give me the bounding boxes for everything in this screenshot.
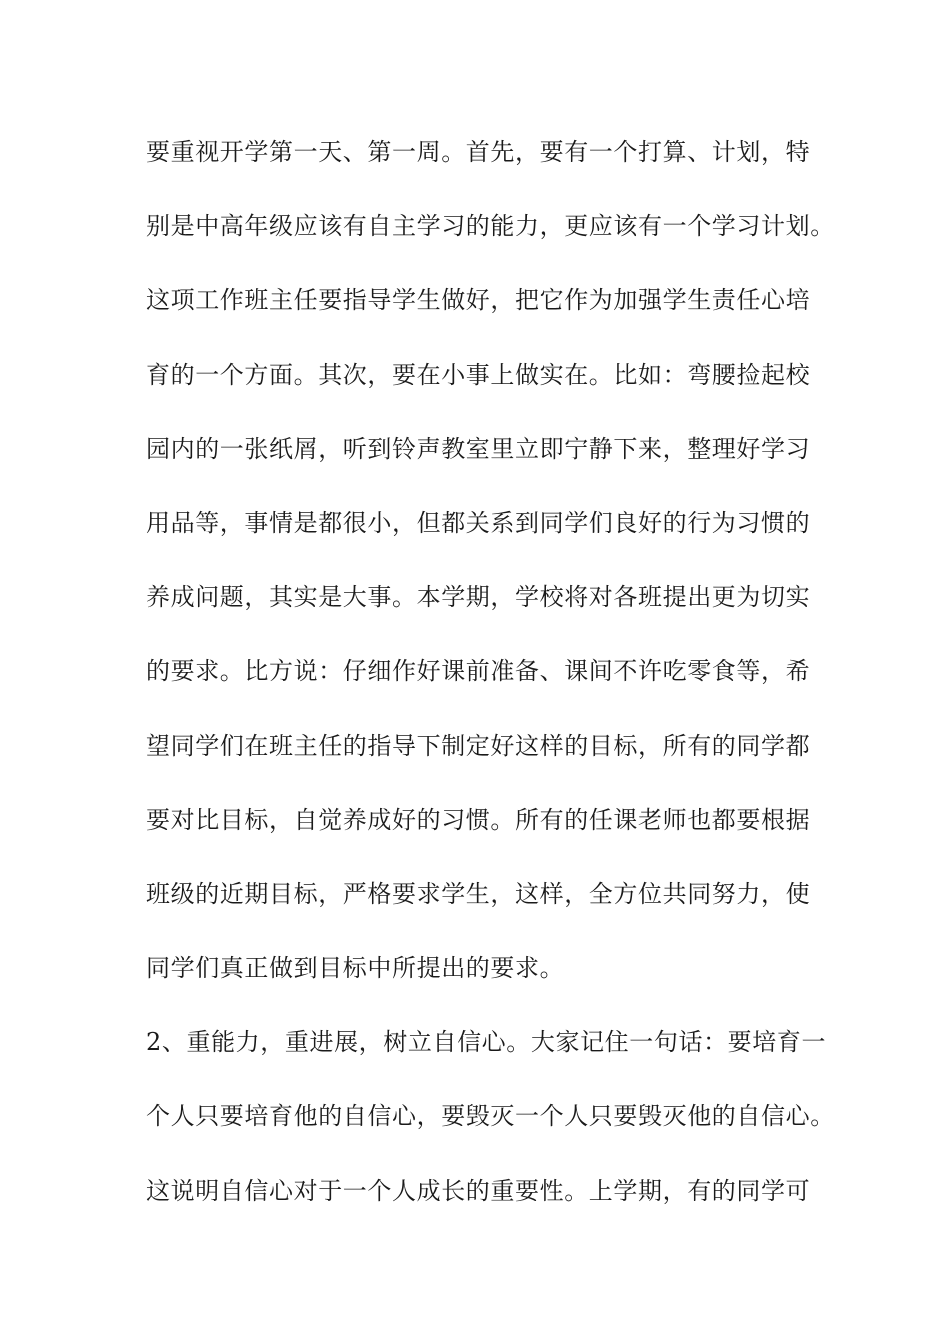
text-line: 的要求。比方说：仔细作好课前准备、课间不许吃零食等，希 [146, 657, 811, 686]
text-line: 园内的一张纸屑，听到铃声教室里立即宁静下来，整理好学习 [146, 434, 811, 463]
body-text [146, 132, 835, 1245]
text-line: 望同学们在班主任的指导下制定好这样的目标，所有的同学都 [146, 731, 811, 760]
text-line: 2、重能力，重进展，树立自信心。大家记住一句话：要培育一 [146, 1028, 827, 1057]
text-line: 要重视开学第一天、第一周。首先，要有一个打算、计划，特 [146, 138, 811, 166]
text-line: 个人只要培育他的自信心，要毁灭一个人只要毁灭他的自信心。 [146, 1102, 835, 1131]
text-line: 用品等，事情是都很小，但都关系到同学们良好的行为习惯的 [146, 508, 811, 537]
text-line: 班级的近期目标，严格要求学生，这样，全方位共同努力，使 [146, 879, 811, 908]
text-line: 要对比目标，自觉养成好的习惯。所有的任课老师也都要根据 [146, 805, 811, 834]
text-line: 育的一个方面。其次，要在小事上做实在。比如：弯腰捡起校 [146, 360, 811, 389]
text-line: 同学们真正做到目标中所提出的要求。 [146, 954, 565, 983]
text-line: 养成问题，其实是大事。本学期，学校将对各班提出更为切实 [146, 583, 811, 612]
text-line: 别是中高年级应该有自主学习的能力，更应该有一个学习计划。 [146, 212, 835, 241]
text-line: 这项工作班主任要指导学生做好，把它作为加强学生责任心培 [146, 286, 811, 315]
text-line: 这说明自信心对于一个人成长的重要性。上学期，有的同学可 [146, 1176, 811, 1205]
